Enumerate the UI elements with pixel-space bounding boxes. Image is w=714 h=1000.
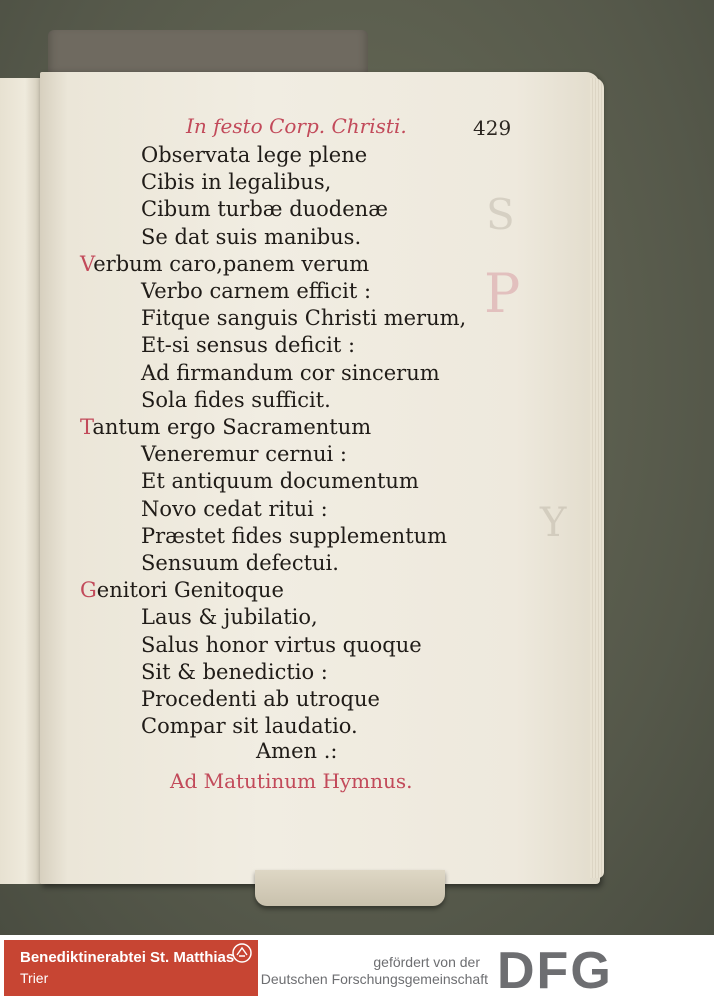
verse-text: enitori Genitoque <box>96 578 284 603</box>
verse-line <box>141 387 331 412</box>
verse-text: Procedenti ab utroque <box>141 687 380 711</box>
verse-line <box>141 145 367 166</box>
dfg-logo[interactable] <box>497 944 707 994</box>
verse-text: Et antiquum documentum <box>141 469 419 494</box>
verse-text: Cibum turbæ duodenæ <box>141 197 388 222</box>
verse-line <box>141 689 380 710</box>
verse-line <box>141 308 466 329</box>
verse-line <box>141 444 347 465</box>
verse-text: Observata lege plene <box>141 143 368 167</box>
funding-line-2: Deutschen Forschungsgemeinschaft <box>260 971 488 987</box>
verse-text: Se dat suis manibus. <box>141 224 362 249</box>
verse-text: Salus honor virtus quoque <box>141 632 422 657</box>
verse-text: Sit & benedictio : <box>141 659 328 684</box>
verse-line <box>141 716 358 737</box>
institution-city: Trier <box>20 970 49 986</box>
verse-text: Compar sit laudatio. <box>141 714 358 739</box>
page-stack-edge <box>590 78 604 878</box>
verse-text: Sensuum defectui. <box>141 551 339 575</box>
amen-line: Amen .: <box>256 739 338 763</box>
rubric-heading: Ad Matutinum Hymnus. <box>170 769 413 793</box>
verse-start-line <box>80 417 371 438</box>
page-bottom-fold <box>255 870 445 906</box>
verse-line <box>141 496 328 521</box>
running-header: In festo Corp. Christi. <box>186 114 407 138</box>
verse-start-line <box>80 251 370 276</box>
dfg-logo-text: DFG <box>497 944 613 994</box>
verse-text: erbum caro,panem verum <box>93 251 370 276</box>
red-initial: G <box>80 578 97 603</box>
show-through-mark: S <box>486 190 515 239</box>
verse-line <box>141 659 328 684</box>
verse-line <box>141 199 388 220</box>
verse-text: Fitque sanguis Christi merum, <box>141 306 467 331</box>
verse-line <box>141 360 440 385</box>
verse-line <box>141 172 331 193</box>
verse-text: Ad firmandum cor sincerum <box>141 360 440 385</box>
show-through-mark: Y <box>540 500 567 546</box>
verse-line <box>141 553 339 574</box>
institution-name: Benediktinerabtei St. Matthias <box>20 949 235 966</box>
verse-start-line <box>80 580 284 601</box>
verse-line <box>141 607 318 628</box>
funding-line-1: gefördert von der <box>373 954 480 970</box>
verse-text: Et-si sensus deficit : <box>141 333 356 358</box>
verse-line <box>141 632 422 657</box>
verse-text: Verbo carnem efficit : <box>141 279 372 303</box>
verse-line <box>141 224 362 249</box>
verse-line <box>141 335 355 356</box>
left-page-edge <box>0 78 44 884</box>
verse-text: Veneremur cernui : <box>141 442 347 467</box>
verse-text: Laus & jubilatio, <box>141 605 318 630</box>
verse-line <box>141 281 371 302</box>
verse-text: Cibis in legalibus, <box>141 170 332 195</box>
show-through-mark: P <box>484 262 521 325</box>
verse-line <box>141 471 419 492</box>
red-initial: T <box>80 415 93 439</box>
verse-text: Novo cedat ritui : <box>141 496 328 521</box>
verse-text: Sola fides sufficit. <box>141 387 331 412</box>
verse-text: antum ergo Sacramentum <box>92 415 372 439</box>
red-initial: V <box>80 251 94 276</box>
page-number: 429 <box>473 116 512 140</box>
verse-line <box>141 523 448 548</box>
verse-text: Præstet fides supplementum <box>141 523 448 548</box>
abbey-logo-icon <box>232 943 252 963</box>
